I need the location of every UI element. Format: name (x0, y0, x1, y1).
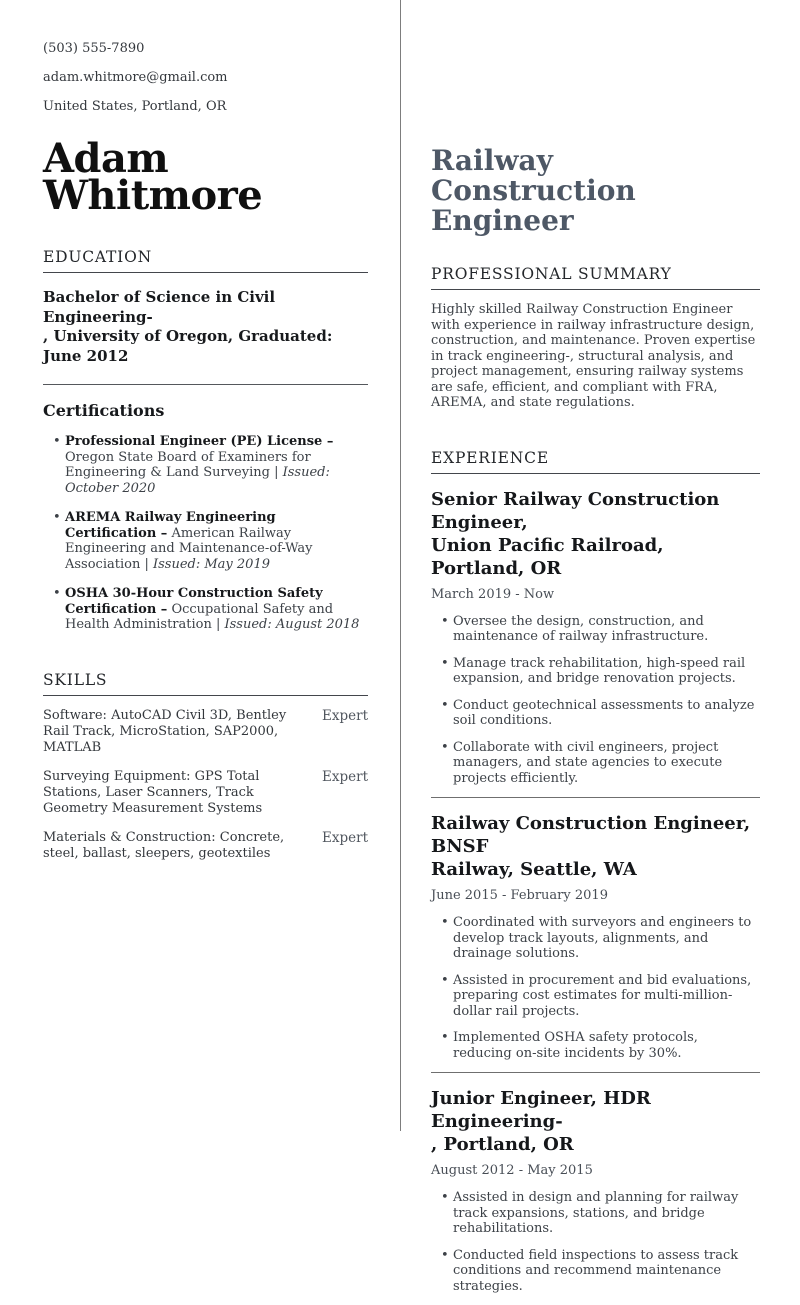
job-dates: June 2015 - February 2019 (431, 888, 608, 903)
contact-block (43, 0, 368, 114)
certification-issued: Issued: August 2018 (224, 617, 360, 632)
certification-item (43, 510, 368, 572)
job-bullet: • Conducted field inspections to assess track conditions and recommend maintenance strategies. (431, 1248, 760, 1295)
skill-label: Materials & Construction: Concrete, steel, ballast, sleepers, geotextiles (43, 829, 285, 861)
certification-title: Professional Engineer (PE) License – (65, 434, 334, 449)
certification-org: American Railway Engineering and Maintenance-of-Way Association | (65, 525, 313, 572)
column-divider (400, 0, 401, 1131)
job-title-line-2: Union Pacific Railroad, Portland, OR (431, 534, 664, 579)
skill-label: Surveying Equipment: GPS Total Stations, Laser Scanners, Track Geometry Measurement Systems (43, 768, 263, 816)
certification-issued: Issued: October 2020 (65, 465, 330, 496)
skill-row (43, 769, 368, 817)
skill-row (43, 708, 368, 756)
job-bullet: • Implemented OSHA safety protocols, reducing on-site incidents by 30%. (431, 1030, 760, 1061)
job-separator (431, 797, 760, 798)
job-bullet: • Conduct geotechnical assessments to analyze soil conditions. (431, 698, 760, 729)
certifications-heading: Certifications (43, 401, 165, 420)
certification-item (43, 434, 368, 496)
experience-job (431, 812, 760, 1061)
job-separator (431, 1072, 760, 1073)
contact-location: United States, Portland, OR (43, 99, 227, 114)
job-bullet: • Oversee the design, construction, and maintenance of railway infrastructure. (431, 614, 760, 645)
summary-heading: PROFESSIONAL SUMMARY (431, 265, 760, 290)
candidate-first-name: Adam (43, 135, 169, 182)
contact-email: adam.whitmore@gmail.com (43, 70, 228, 85)
certification-issued: Issued: May 2019 (152, 556, 270, 572)
job-title (431, 1087, 760, 1156)
skill-label: Software: AutoCAD Civil 3D, Bentley Rail Track, MicroStation, SAP2000, MATLAB (43, 707, 287, 755)
experience-job (431, 488, 760, 787)
skill-row (43, 830, 368, 862)
job-title (431, 812, 760, 881)
job-bullet: • Assisted in design and planning for railway track expansions, stations, and bridge rehabilitations. (431, 1190, 760, 1237)
candidate-last-name: Whitmore (43, 172, 263, 219)
experience-heading: EXPERIENCE (431, 449, 760, 474)
job-bullet: • Collaborate with civil engineers, project managers, and state agencies to execute projects efficiently. (431, 740, 760, 787)
certifications-list (43, 434, 368, 633)
skills-list (43, 708, 368, 862)
skills-heading: SKILLS (43, 671, 368, 696)
job-bullet-list (431, 614, 760, 787)
job-bullet-list (431, 1190, 760, 1294)
left-column (43, 0, 368, 875)
job-dates: March 2019 - Now (431, 586, 555, 602)
candidate-name (43, 135, 368, 219)
job-title-line-2: Railway, Seattle, WA (431, 859, 637, 880)
skill-level: Expert (322, 707, 368, 724)
job-dates: August 2012 - May 2015 (431, 1163, 593, 1178)
job-bullet: • Assisted in procurement and bid evaluations, preparing cost estimates for multi-million-dollar rail projects. (431, 973, 760, 1020)
job-title-line-1: Railway Construction Engineer, BNSF (431, 813, 751, 857)
job-title-line-1: Senior Railway Construction Engineer, (431, 488, 720, 533)
job-title-line-2: , Portland, OR (431, 1134, 574, 1155)
job-bullet: • Coordinated with surveyors and engineers to develop track layouts, alignments, and drainage solutions. (431, 915, 760, 962)
target-job-title: Railway Construction Engineer (431, 144, 636, 237)
certification-title: AREMA Railway Engineering Certification – (65, 510, 276, 541)
skill-level: Expert (322, 829, 368, 846)
right-column (431, 0, 760, 1305)
certification-title: OSHA 30-Hour Construction Safety Certification – (65, 586, 323, 617)
education-divider (43, 384, 368, 385)
job-bullet-list (431, 915, 760, 1061)
degree-line-2: , University of Oregon, Graduated: June 2012 (43, 327, 333, 365)
certification-org: Occupational Safety and Health Administration | (65, 601, 334, 632)
degree-line-1: Bachelor of Science in Civil Engineering- (43, 288, 276, 326)
contact-phone: (503) 555-7890 (43, 41, 145, 56)
education-degree (43, 288, 368, 366)
certification-org: Oregon State Board of Examiners for Engineering & Land Surveying | (65, 449, 311, 480)
experience-job (431, 1087, 760, 1294)
skill-level: Expert (322, 768, 368, 785)
certification-item (43, 586, 368, 633)
job-title-line-1: Junior Engineer, HDR Engineering- (431, 1088, 651, 1132)
job-title (431, 488, 760, 580)
summary-text: Highly skilled Railway Construction Engineer with experience in railway infrastructure design, construction, and maintenance. Proven expertise in track engineering-, structural analysis, and project management, ensuring railway systems are safe, efficient, and compliant with FRA, AREMA, and state regulations. (431, 302, 756, 410)
education-heading: EDUCATION (43, 248, 368, 273)
job-bullet: • Manage track rehabilitation, high-speed rail expansion, and bridge renovation projects. (431, 656, 760, 687)
